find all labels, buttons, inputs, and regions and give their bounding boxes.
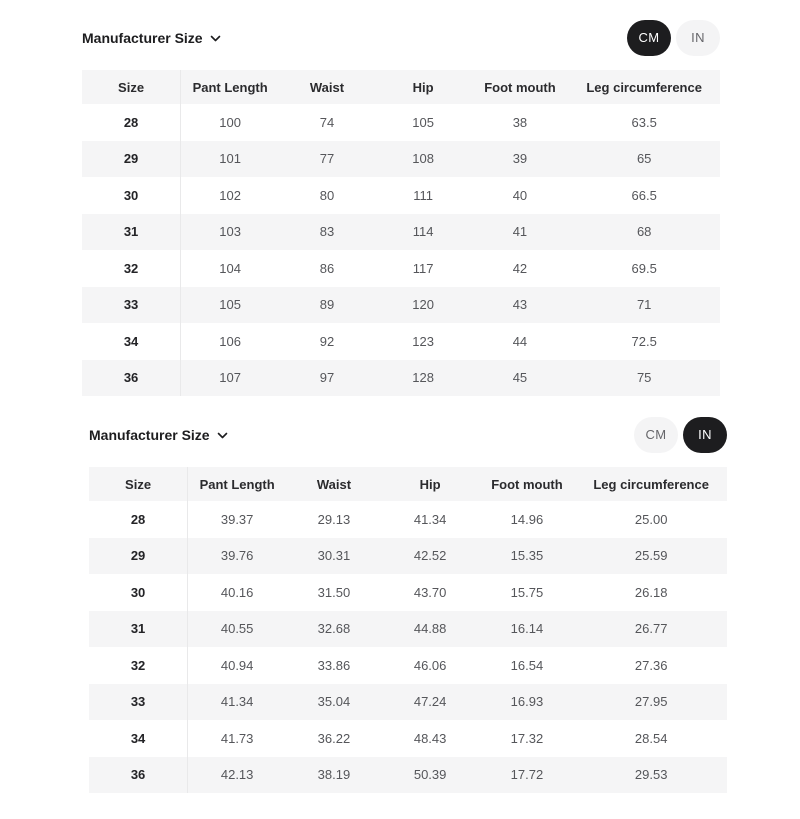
column-header-waist: Waist — [279, 70, 375, 104]
value-cell: 30.31 — [286, 538, 382, 575]
value-cell: 40.55 — [188, 611, 287, 648]
value-cell: 35.04 — [286, 684, 382, 721]
value-cell: 89 — [279, 287, 375, 324]
value-cell: 39.37 — [220, 511, 254, 527]
table-row — [82, 104, 720, 141]
size-table-in — [89, 467, 727, 793]
size-cell: 32 — [82, 250, 181, 287]
table-row — [89, 574, 727, 611]
value-cell: 128 — [375, 360, 472, 397]
value-cell: 29.53 — [575, 757, 727, 794]
value-cell: 86 — [319, 260, 335, 276]
value-cell: 38.19 — [286, 757, 382, 794]
value-cell: 25.00 — [634, 511, 668, 527]
size-cell: 32 — [89, 647, 188, 684]
value-cell: 39.76 — [188, 538, 287, 575]
header-row — [89, 467, 727, 501]
column-header-leg-circumference: Leg circumference — [575, 467, 727, 501]
value-cell: 66.5 — [631, 187, 657, 203]
value-cell: 31.50 — [317, 584, 351, 600]
value-cell: 74 — [319, 114, 335, 130]
chevron-down-icon — [217, 430, 228, 441]
value-cell: 108 — [375, 141, 472, 178]
value-cell: 65 — [568, 141, 720, 178]
size-cell: 33 — [82, 287, 181, 324]
value-cell: 75 — [568, 360, 720, 397]
value-cell: 25.59 — [575, 538, 727, 575]
value-cell: 48.43 — [413, 730, 447, 746]
value-cell: 42.52 — [382, 538, 479, 575]
section-header — [89, 416, 727, 453]
value-cell: 100 — [219, 114, 241, 130]
value-cell: 16.14 — [479, 611, 576, 648]
value-cell: 105 — [412, 114, 434, 130]
column-header-pant-length: Pant Length — [188, 467, 287, 501]
size-cell: 34 — [89, 720, 188, 757]
value-cell: 29.13 — [317, 511, 351, 527]
value-cell: 42 — [512, 260, 528, 276]
value-cell: 44.88 — [382, 611, 479, 648]
column-header-foot-mouth: Foot mouth — [479, 467, 576, 501]
value-cell: 102 — [219, 187, 241, 203]
size-cell: 30 — [82, 177, 181, 214]
size-chart-section-cm — [82, 19, 720, 396]
value-cell: 47.24 — [382, 684, 479, 721]
table-row — [82, 287, 720, 324]
cm-toggle-button[interactable]: CM — [627, 20, 671, 56]
table-body — [82, 104, 720, 396]
value-cell: 77 — [279, 141, 375, 178]
in-toggle-button[interactable]: IN — [676, 20, 720, 56]
column-header-size: Size — [89, 467, 188, 501]
table-row — [82, 360, 720, 397]
table-row — [89, 647, 727, 684]
value-cell: 104 — [219, 260, 241, 276]
manufacturer-size-dropdown[interactable] — [89, 427, 228, 443]
table-row — [89, 538, 727, 575]
table-header — [82, 70, 720, 104]
table-row — [89, 684, 727, 721]
size-cell: 29 — [89, 538, 188, 575]
value-cell: 44 — [512, 333, 528, 349]
table-row — [89, 720, 727, 757]
column-header-hip: Hip — [382, 467, 479, 501]
column-header-hip: Hip — [375, 70, 472, 104]
value-cell: 16.93 — [479, 684, 576, 721]
section-title: Manufacturer Size — [89, 426, 210, 443]
value-cell: 17.32 — [510, 730, 544, 746]
table-row — [82, 141, 720, 178]
table-body — [89, 501, 727, 793]
value-cell: 114 — [375, 214, 472, 251]
value-cell: 41.73 — [220, 730, 254, 746]
table-row — [82, 323, 720, 360]
size-cell: 29 — [82, 141, 181, 178]
value-cell: 40 — [512, 187, 528, 203]
in-toggle-button[interactable]: IN — [683, 417, 727, 453]
value-cell: 92 — [319, 333, 335, 349]
value-cell: 16.54 — [510, 657, 544, 673]
value-cell: 33.86 — [317, 657, 351, 673]
value-cell: 36.22 — [317, 730, 351, 746]
value-cell: 72.5 — [631, 333, 657, 349]
value-cell: 80 — [319, 187, 335, 203]
value-cell: 42.13 — [188, 757, 287, 794]
value-cell: 107 — [181, 360, 280, 397]
header-row — [82, 70, 720, 104]
cm-toggle-button[interactable]: CM — [634, 417, 678, 453]
size-cell: 33 — [89, 684, 188, 721]
value-cell: 15.35 — [479, 538, 576, 575]
value-cell: 28.54 — [634, 730, 668, 746]
value-cell: 120 — [375, 287, 472, 324]
value-cell: 123 — [412, 333, 434, 349]
table-row — [89, 501, 727, 538]
table-row — [89, 611, 727, 648]
value-cell: 32.68 — [286, 611, 382, 648]
column-header-foot-mouth: Foot mouth — [472, 70, 569, 104]
size-cell: 30 — [89, 574, 188, 611]
value-cell: 40.16 — [220, 584, 254, 600]
value-cell: 17.72 — [479, 757, 576, 794]
value-cell: 46.06 — [413, 657, 447, 673]
column-header-size: Size — [82, 70, 181, 104]
size-table-cm — [82, 70, 720, 396]
value-cell: 101 — [181, 141, 280, 178]
table-header — [89, 467, 727, 501]
unit-toggle — [627, 20, 720, 56]
column-header-waist: Waist — [286, 467, 382, 501]
table-row — [89, 757, 727, 794]
table-row — [82, 177, 720, 214]
table-row — [82, 214, 720, 251]
value-cell: 111 — [413, 187, 433, 203]
size-chart-section-in — [89, 416, 727, 793]
value-cell: 68 — [568, 214, 720, 251]
value-cell: 71 — [568, 287, 720, 324]
column-header-pant-length: Pant Length — [181, 70, 280, 104]
section-title: Manufacturer Size — [82, 29, 203, 46]
size-cell: 28 — [89, 501, 188, 538]
column-header-leg-circumference: Leg circumference — [568, 70, 720, 104]
value-cell: 43 — [472, 287, 569, 324]
value-cell: 15.75 — [510, 584, 544, 600]
value-cell: 63.5 — [631, 114, 657, 130]
value-cell: 26.18 — [634, 584, 668, 600]
value-cell: 41.34 — [413, 511, 447, 527]
value-cell: 41.34 — [188, 684, 287, 721]
value-cell: 45 — [472, 360, 569, 397]
value-cell: 41 — [472, 214, 569, 251]
size-cell: 34 — [82, 323, 181, 360]
value-cell: 105 — [181, 287, 280, 324]
value-cell: 40.94 — [220, 657, 254, 673]
value-cell: 39 — [472, 141, 569, 178]
value-cell: 26.77 — [575, 611, 727, 648]
value-cell: 83 — [279, 214, 375, 251]
value-cell: 38 — [512, 114, 528, 130]
manufacturer-size-dropdown[interactable] — [82, 30, 221, 46]
value-cell: 27.95 — [575, 684, 727, 721]
size-cell: 31 — [82, 214, 181, 251]
value-cell: 27.36 — [634, 657, 668, 673]
chevron-down-icon — [210, 33, 221, 44]
value-cell: 50.39 — [382, 757, 479, 794]
size-cell: 36 — [89, 757, 188, 794]
value-cell: 69.5 — [631, 260, 657, 276]
section-header — [82, 19, 720, 56]
value-cell: 97 — [279, 360, 375, 397]
value-cell: 106 — [219, 333, 241, 349]
value-cell: 117 — [412, 260, 434, 276]
value-cell: 103 — [181, 214, 280, 251]
value-cell: 43.70 — [413, 584, 447, 600]
table-row — [82, 250, 720, 287]
size-cell: 31 — [89, 611, 188, 648]
size-cell: 36 — [82, 360, 181, 397]
unit-toggle — [634, 417, 727, 453]
value-cell: 14.96 — [510, 511, 544, 527]
size-cell: 28 — [82, 104, 181, 141]
